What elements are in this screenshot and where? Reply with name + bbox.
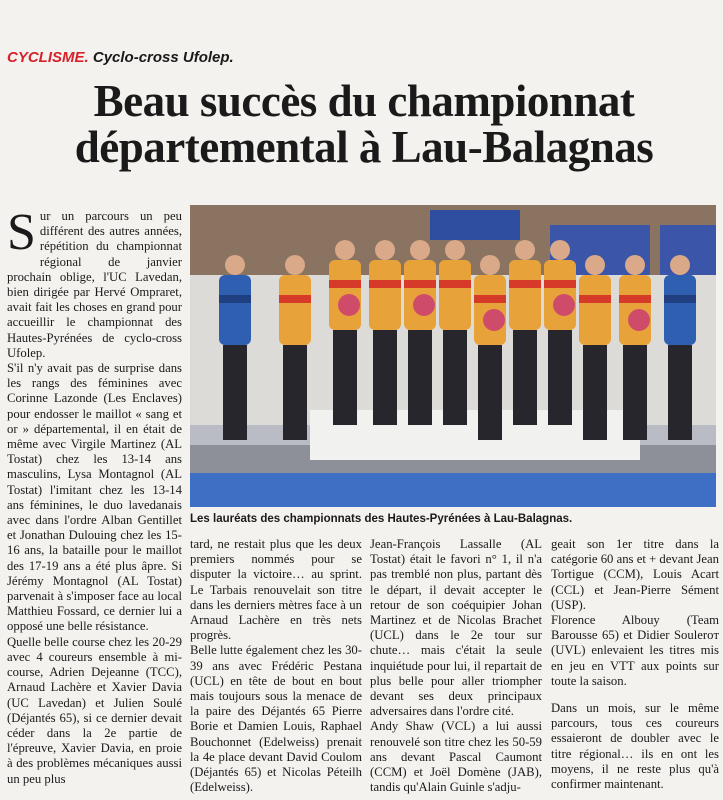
paragraph: tard, ne restait plus que les deux premiers nommés pour se disputer la victoire… au sprint. Le Tarbais renouvelait son titre dans les derniers mètres face à un Arnaud Lachère en très nets progrès. (190, 537, 362, 643)
paragraph-text: ur un parcours un peu différent des autres années, répétition du championnat régional de janvier prochain oblige, l'UC Lavedan, bien dirigée par Hervé Ompraret, avait fait les choses en grand pour accueillir le championnat des Hautes-Pyrénées de cyclo-cross Ufolep. (7, 209, 182, 360)
person-figure (329, 240, 361, 425)
flower-bouquet (338, 294, 360, 316)
photo-caption: Les lauréats des championnats des Hautes-Pyrénées à Lau-Balagnas. (190, 513, 573, 525)
flower-bouquet (413, 294, 435, 316)
article-column-1 (7, 209, 182, 799)
article-column-2 (190, 537, 362, 799)
person-figure (664, 255, 696, 440)
flower-bouquet (628, 309, 650, 331)
paragraph: Andy Shaw (VCL) a lui aussi renouvelé son titre chez les 50-59 ans devant Pascal Caumont (CCM) et Joël Domène (JAB), tandis qu'Alain Guinle s'adju- (370, 719, 542, 795)
paragraph: geait son 1er titre dans la catégorie 60 ans et + devant Jean Tortigue (CCM), Louis Acart (CCL) et Jean-Pierre Sément (USP). (551, 537, 719, 612)
paragraph: Quelle belle course chez les 20-29 avec 4 coureurs ensemble à mi-course, Adrien Dejeanne (TCC), Arnaud Lachère et Xavier Davia (UC Lavedan) et Julien Soulé (Déjantés 65), si ce dernier devait céder dans la 2e partie de l'épreuve, Xavier Davia, en proie à des problèmes mécaniques aussi un peu plus (7, 634, 182, 786)
person-figure (279, 255, 311, 440)
paragraph: Florence Albouy (Team Barousse 65) et Didier Souleroт (UVL) enlevaient les titres mis en jeu en VTT aux points sur toute la saison. (551, 613, 719, 688)
podium-photo-illustration (190, 205, 716, 507)
team-photo (190, 205, 716, 507)
paragraph-gap (551, 689, 719, 701)
paragraph: Belle lutte également chez les 30-39 ans avec Frédéric Pestana (UCL) en tête de bout en bout mais toujours sous la menace de la paire des Déjantés 65 Pierre Borie et Damien Louis, Raphael Bouchonnet (Edelweiss) prenait la 4e place devant David Coulom (Déjantés 65) et Nicolas Péteilh (Edelweiss). (190, 643, 362, 795)
person-figure (474, 255, 506, 440)
person-figure (369, 240, 401, 425)
headline-line-1: Beau succès du championnat (93, 76, 635, 126)
paragraph: Dans un mois, sur le même parcours, tous ces coureurs essaieront de doubler avec le titre régional… ils en ont les moyens, il ne reste plus qu'à confirmer maintenant. (551, 701, 719, 792)
flower-bouquet (553, 294, 575, 316)
person-figure (404, 240, 436, 425)
person-figure (544, 240, 576, 425)
person-figure (619, 255, 651, 440)
section-subcategory: Cyclo-cross Ufolep. (92, 49, 234, 66)
drop-cap: S (7, 209, 36, 261)
headline-line-2: départemental à Lau-Balagnas (74, 122, 654, 172)
person-figure (509, 240, 541, 425)
person-figure (439, 240, 471, 425)
flower-bouquet (483, 309, 505, 331)
person-figure (579, 255, 611, 440)
section-kicker (7, 49, 234, 66)
paragraph (7, 209, 182, 361)
paragraph: S'il n'y avait pas de surprise dans les rangs des féminines avec Corinne Lazonde (Les Enclaves) pour endosser le maillot « sang et or » départemental, il en était de même avec Virgile Martinez (AL Tostat) chez les 13-14 ans masculins, Lysa Montagnol (AL Tostat) l'imitant chez les 13-14 ans féminines, le duo lavedanais avec dans l'ordre Alban Gentillet et Jonathan Dulouing chez les 15-16 ans, la bataille pour le maillot des 17-19 ans a été plus âpre. Si Jérémy Montagnol (AL Tostat) parvenait à s'imposer face au local Matthieu Fossard, ce dernier lui a opposé une belle résistance. (7, 361, 182, 634)
section-category: CYCLISME. (7, 49, 89, 66)
paragraph: Jean-François Lassalle (AL Tostat) était le favori n° 1, il n'a pas tremblé non plus, partant dès le départ, il devait accepter le retour de son coéquipier Johan Martinez et de Nicolas Brachet (UCL) dans le 2e tour sur chute… mais c'était la seule inquiétude pour lui, il repartait de plus belle pour aller triompher devant ses deux principaux adversaires dans l'ordre cité. (370, 537, 542, 719)
article-column-3 (370, 537, 542, 799)
article-column-4 (551, 537, 719, 799)
article-headline (14, 78, 714, 170)
person-figure (219, 255, 251, 440)
